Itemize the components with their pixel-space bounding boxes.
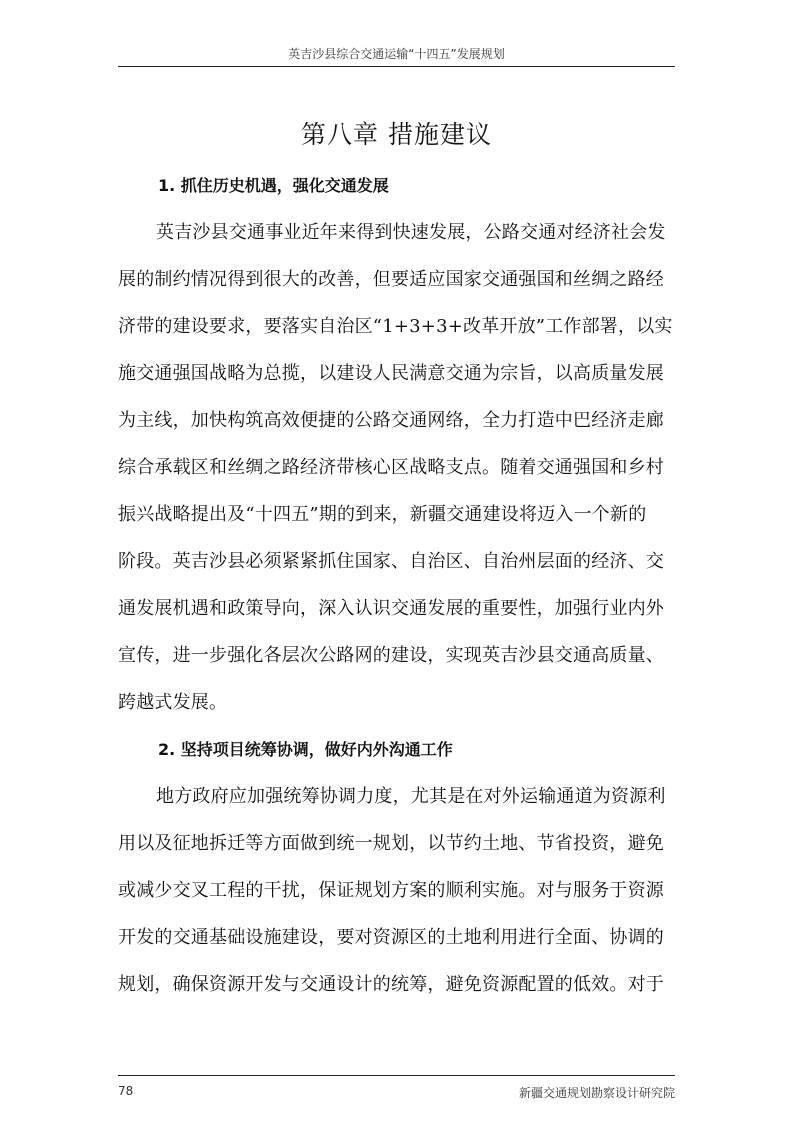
document-body <box>118 162 678 1008</box>
paragraph-line: 地方政府应加强统筹协调力度，尤其是在对外运输通道为资源利 <box>156 786 666 807</box>
paragraph-line: 规划，确保资源开发与交通设计的统筹，避免资源配置的低效。对于 <box>118 974 664 995</box>
paragraph-line: 开发的交通基础设施建设，要对资源区的土地利用进行全面、协调的 <box>118 927 664 948</box>
paragraph-line: 为主线，加快构筑高效便捷的公路交通网络，全力打造中巴经济走廊 <box>118 410 664 431</box>
paragraph-line: 或减少交叉工程的干扰，保证规划方案的顺利实施。对与服务于资源 <box>118 880 664 901</box>
section-heading-1: 1. 抓住历史机遇，强化交通发展 <box>158 176 389 195</box>
header-title: 英吉沙县综合交通运输“十四五”发展规划 <box>288 47 505 61</box>
section-heading-2: 2. 坚持项目统筹协调，做好内外沟通工作 <box>158 740 453 759</box>
paragraph-line: 展的制约情况得到很大的改善，但要适应国家交通强国和丝绸之路经 <box>118 269 664 290</box>
paragraph-line: 宣传，进一步强化各层次公路网的建设，实现英吉沙县交通高质量、 <box>118 645 664 666</box>
paragraph-line: 济带的建设要求，要落实自治区“1+3+3+改革开放”工作部署，以实 <box>118 316 673 337</box>
footer-organization: 新疆交通规划勘察设计研究院 <box>518 1086 675 1100</box>
paragraph-line: 跨越式发展。 <box>118 692 228 713</box>
paragraph-line: 用以及征地拆迁等方面做到统一规划，以节约土地、节省投资，避免 <box>118 833 664 854</box>
chapter-title: 第八章 措施建议 <box>301 120 492 149</box>
paragraph-line: 英吉沙县交通事业近年来得到快速发展，公路交通对经济社会发 <box>156 222 666 243</box>
page-header <box>118 0 675 67</box>
page-number: 78 <box>118 1084 134 1098</box>
paragraph-line: 综合承载区和丝绸之路经济带核心区战略支点。随着交通强国和乡村 <box>118 457 664 478</box>
paragraph-line: 振兴战略提出及“十四五”期的到来，新疆交通建设将迈入一个新的 <box>118 504 647 525</box>
paragraph-line: 通发展机遇和政策导向，深入认识交通发展的重要性，加强行业内外 <box>118 598 664 619</box>
page-footer <box>118 1075 675 1104</box>
paragraph-line: 施交通强国战略为总揽，以建设人民满意交通为宗旨，以高质量发展 <box>118 363 664 384</box>
paragraph-line: 阶段。英吉沙县必须紧紧抓住国家、自治区、自治州层面的经济、交 <box>118 551 664 572</box>
